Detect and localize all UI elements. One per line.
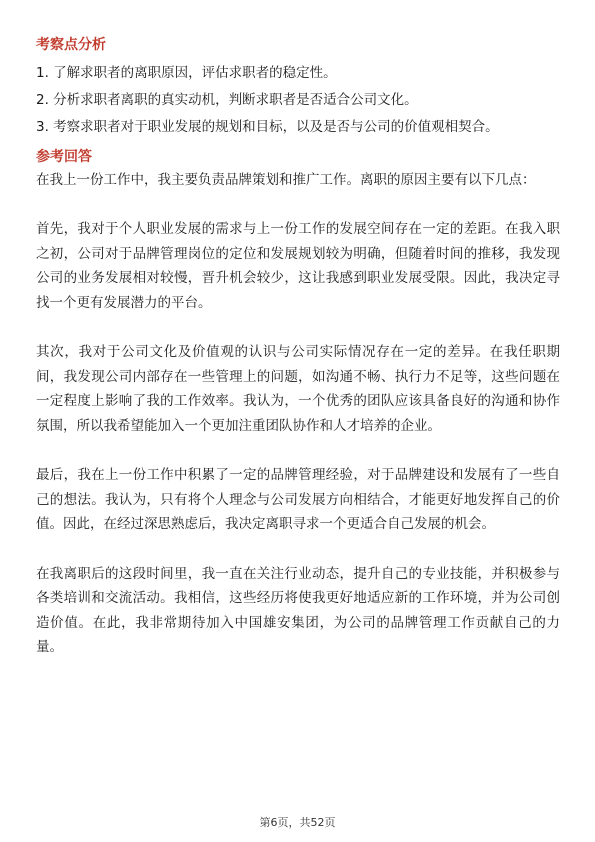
analysis-list [36, 63, 560, 137]
analysis-heading: 考察点分析 [36, 37, 106, 53]
analysis-item: 3. 考察求职者对于职业发展的规划和目标，以及是否与公司的价值观相契合。 [36, 119, 499, 135]
answer-paragraph: 最后，我在上一份工作中积累了一定的品牌管理经验，对于品牌建设和发展有了一些自己的想法。我认为，只有将个人理念与公司发展方向相结合，才能更好地发挥自己的价值。因此，在经过深思熟虑后，我决定离职寻求一个更适合自己发展的机会。 [36, 467, 560, 533]
answer-body [36, 168, 560, 660]
answer-paragraph: 在我上一份工作中，我主要负责品牌策划和推广工作。离职的原因主要有以下几点： [36, 172, 536, 188]
answer-paragraph: 在我离职后的这段时间里，我一直在关注行业动态，提升自己的专业技能，并积极参与各类培训和交流活动。我相信，这些经历将使我更好地适应新的工作环境，并为公司创造价值。在此，我非常期待加入中国雄安集团，为公司的品牌管理工作贡献自己的力量。 [36, 565, 560, 656]
answer-paragraph: 其次，我对于公司文化及价值观的认识与公司实际情况存在一定的差异。在我任职期间，我发现公司内部存在一些管理上的问题，如沟通不畅、执行力不足等，这些问题在一定程度上影响了我的工作效率。我认为，一个优秀的团队应该具备良好的沟通和协作氛围，所以我希望能加入一个更加注重团队协作和人才培养的企业。 [36, 344, 560, 434]
answer-heading: 参考回答 [36, 149, 92, 165]
page-number: 第6页，共52页 [259, 816, 336, 829]
analysis-item: 1. 了解求职者的离职原因，评估求职者的稳定性。 [36, 65, 337, 81]
document-page [36, 34, 560, 660]
answer-paragraph: 首先，我对于个人职业发展的需求与上一份工作的发展空间存在一定的差距。在我入职之初，公司对于品牌管理岗位的定位和发展规划较为明确，但随着时间的推移，我发现公司的业务发展相对较慢，晋升机会较少，这让我感到职业发展受限。因此，我决定寻找一个更有发展潜力的平台。 [36, 221, 560, 311]
analysis-item: 2. 分析求职者离职的真实动机，判断求职者是否适合公司文化。 [36, 92, 418, 108]
